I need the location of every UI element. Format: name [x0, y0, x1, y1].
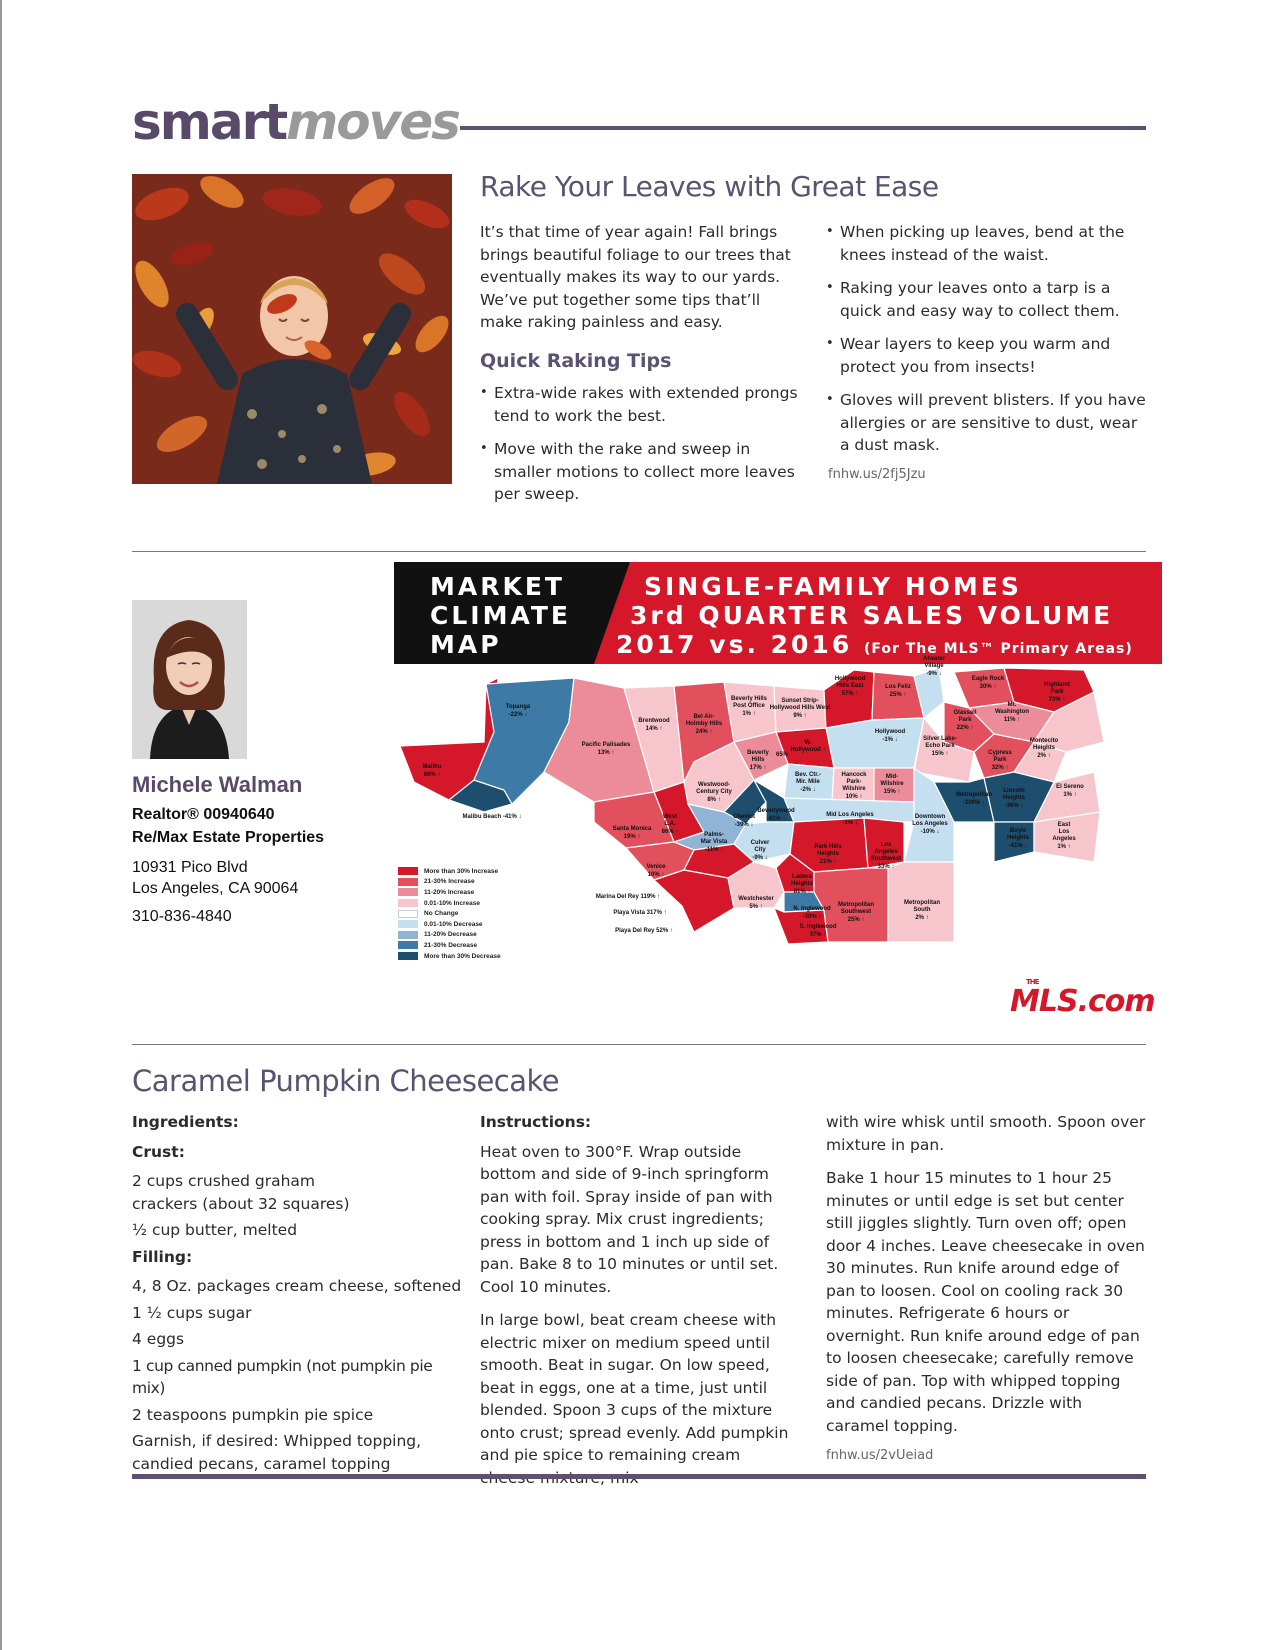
tip-item: • Wear layers to keep you warm and protect you from insects! [826, 333, 1146, 378]
svg-text:W.: W. [804, 740, 812, 746]
svg-text:Echo Park: Echo Park [925, 743, 955, 749]
agent-company: Re/Max Estate Properties [132, 829, 325, 846]
ingredients-heading: Ingredients: [132, 1113, 239, 1131]
svg-text:-9% ↓: -9% ↓ [752, 855, 768, 861]
svg-text:-9% ↓: -9% ↓ [926, 671, 942, 677]
svg-text:Holmby Hills: Holmby Hills [685, 721, 723, 727]
svg-text:-1% ↓: -1% ↓ [882, 737, 898, 743]
svg-text:Los: Los [1058, 829, 1070, 835]
svg-text:22% ↑: 22% ↑ [956, 725, 974, 731]
legend-swatch [398, 867, 418, 875]
legend-item [398, 877, 501, 888]
svg-text:Mar Vista: Mar Vista [700, 839, 728, 845]
logo-part-smart: smart [132, 93, 287, 151]
svg-text:Mid-: Mid- [885, 774, 899, 780]
svg-text:Atwater: Atwater [922, 656, 946, 662]
svg-text:Los Feliz: Los Feliz [885, 684, 911, 690]
legend-label: 11-20% Decrease [424, 931, 477, 939]
svg-text:Park: Park [993, 757, 1007, 763]
svg-text:Topanga: Topanga [505, 704, 531, 710]
legend-item [398, 951, 501, 962]
svg-text:Hollywood ↑: Hollywood ↑ [790, 747, 826, 753]
svg-text:Westwood-: Westwood- [698, 782, 730, 788]
legend-item [398, 898, 501, 909]
svg-text:Park: Park [958, 717, 972, 723]
legend-item [398, 930, 501, 941]
legend-label: 21-30% Increase [424, 878, 475, 886]
instruction-paragraph: Heat oven to 300°F. Wrap outside bottom and side of 9-inch springform pan with foil. Spray inside of pan with cooking spray. Mix crust ingredients; press in bottom and 1 inch up side of pan. Bake 8 to 10 minutes or until set. Cool 10 minutes. [480, 1142, 779, 1296]
filling-item: 1 cup canned pumpkin (not pumpkin pie mix) [132, 1356, 433, 1397]
legend-item [398, 866, 501, 877]
instruction-paragraph: In large bowl, beat cream cheese with electric mixer on medium speed until smooth. Beat in sugar. On low speed, beat in eggs, one at a time, just until blended. Spoon 3 cups of the mixture onto crust; spread evenly. Add pumpkin and pie spice to remaining cream [480, 1311, 789, 1464]
svg-text:-10% ↓: -10% ↓ [920, 829, 940, 835]
svg-text:Malibu Beach -41% ↓: Malibu Beach -41% ↓ [462, 814, 522, 820]
svg-text:Mt.: Mt. [1007, 702, 1017, 708]
svg-text:Park Hills: Park Hills [814, 844, 842, 850]
svg-text:El Sereno: El Sereno [1056, 784, 1084, 790]
svg-text:West: West [662, 814, 678, 820]
svg-text:2% ↑: 2% ↑ [915, 915, 929, 921]
agent-license: Realtor® 00940640 [132, 806, 275, 823]
filling-item: 4 eggs [132, 1330, 185, 1348]
svg-text:Los Angeles: Los Angeles [912, 821, 948, 827]
legend-swatch [398, 920, 418, 928]
smart-moves-logo [132, 92, 459, 152]
svg-text:S. Inglewood: S. Inglewood [799, 924, 837, 930]
svg-text:15% ↑: 15% ↑ [931, 751, 949, 757]
svg-text:Park-: Park- [846, 779, 862, 785]
legend-label: More than 30% Decrease [424, 952, 501, 960]
svg-text:-41% ↓: -41% ↓ [766, 816, 786, 822]
instruction-paragraph: with wire whisk until smooth. Spoon over mixture in pan. [826, 1113, 1146, 1154]
svg-text:N. Inglewood: N. Inglewood [793, 906, 831, 912]
legend-swatch [398, 899, 418, 907]
article-source-link[interactable]: fnhw.us/2fj5Jzu [828, 467, 926, 482]
legend-item [398, 919, 501, 930]
svg-text:11% ↑: 11% ↑ [1003, 717, 1021, 723]
mls-logo-text: MLS.com [1010, 984, 1155, 1019]
svg-text:Hills: Hills [751, 757, 765, 763]
svg-text:1% ↑: 1% ↑ [1063, 792, 1077, 798]
legend-swatch [398, 878, 418, 886]
banner-right-line2: 3rd QUARTER SALES VOLUME [630, 601, 1114, 630]
svg-text:South: South [913, 907, 931, 913]
svg-text:Heights: Heights [790, 881, 814, 887]
svg-text:2% ↑: 2% ↑ [1037, 753, 1051, 759]
svg-text:30% ↑: 30% ↑ [979, 684, 997, 690]
svg-text:Palms-: Palms- [704, 832, 724, 838]
agent-photo [132, 600, 247, 759]
tips-list-left [480, 382, 805, 517]
svg-text:Eagle Rock: Eagle Rock [971, 676, 1005, 682]
crust-item: ½ cup butter, melted [132, 1221, 298, 1239]
svg-text:-1% ↓: -1% ↓ [842, 820, 858, 826]
svg-text:73% ↑: 73% ↑ [1048, 697, 1066, 703]
svg-text:Brentwood: Brentwood [638, 718, 670, 724]
svg-text:Hollywood Hills West: Hollywood Hills West [769, 705, 831, 711]
svg-text:-39% ↓: -39% ↓ [734, 822, 754, 828]
svg-text:Heights: Heights [1002, 795, 1026, 801]
svg-text:Southwest: Southwest [870, 856, 902, 862]
legend-swatch [398, 910, 418, 918]
filling-item: 4, 8 Oz. packages cream cheese, softened [132, 1277, 462, 1295]
agent-name: Michele Walman [132, 772, 303, 797]
recipe-instructions-continued [826, 1111, 1146, 1468]
crust-heading: Crust: [132, 1142, 185, 1161]
svg-text:L.A.: L.A. [664, 821, 676, 827]
svg-text:-2% ↓: -2% ↓ [800, 787, 816, 793]
banner-left-line3: MAP [430, 630, 502, 659]
svg-text:81% ↑: 81% ↑ [793, 889, 811, 895]
filling-item: Garnish, if desired: Whipped topping, candied pecans, caramel topping [132, 1432, 422, 1473]
svg-text:Glassell: Glassell [953, 710, 977, 716]
svg-text:1% ↑: 1% ↑ [1057, 844, 1071, 850]
filling-heading: Filling: [132, 1247, 193, 1266]
svg-text:Culver: Culver [750, 840, 770, 846]
tip-item: • Move with the rake and sweep in smaller motions to collect more leaves per sweep. [480, 438, 805, 506]
svg-text:Downtown: Downtown [914, 814, 946, 820]
svg-text:25% ↑: 25% ↑ [889, 692, 907, 698]
crust-item: 2 cups crushed graham crackers (about 32 squares) [132, 1172, 350, 1213]
recipe-source-link[interactable]: fnhw.us/2vUeiad [826, 1448, 934, 1463]
svg-text:Metropolitan: Metropolitan [838, 902, 874, 908]
svg-text:Mir. Mile: Mir. Mile [796, 779, 820, 785]
map-legend [398, 866, 501, 961]
svg-text:57% ↑: 57% ↑ [841, 691, 859, 697]
svg-text:Hancock: Hancock [841, 772, 867, 778]
svg-text:Sunset Strip-: Sunset Strip- [781, 698, 819, 704]
page-border [0, 0, 2, 1650]
svg-text:Park: Park [1050, 689, 1064, 695]
banner-left-line2: CLIMATE [430, 601, 571, 630]
svg-text:Village: Village [924, 663, 944, 669]
recipe-title: Caramel Pumpkin Cheesecake [132, 1064, 560, 1098]
svg-text:21% ↑: 21% ↑ [819, 859, 837, 865]
tip-item: • Extra-wide rakes with extended prongs tend to work the best. [480, 382, 805, 427]
svg-text:-11% ↓: -11% ↓ [704, 847, 724, 853]
svg-text:37% ↑: 37% ↑ [809, 932, 827, 938]
article-intro: It’s that time of year again! Fall brings brings beautiful foliage to our trees that eventually makes its way to our yards. We’ve put together some tips that’ll make raking painless and easy. [480, 223, 791, 331]
agent-phone[interactable]: 310-836-4840 [132, 908, 232, 925]
svg-text:Wilshire: Wilshire [880, 781, 904, 787]
svg-text:Washington: Washington [994, 709, 1030, 715]
svg-text:Beverly: Beverly [747, 750, 769, 756]
svg-text:9% ↑: 9% ↑ [793, 713, 807, 719]
legend-label: More than 30% Increase [424, 867, 499, 875]
svg-text:33% ↑: 33% ↑ [877, 864, 895, 870]
svg-text:Hills East: Hills East [836, 683, 864, 689]
svg-text:Venice: Venice [646, 864, 666, 870]
article-title: Rake Your Leaves with Great Ease [480, 170, 939, 203]
svg-text:14% ↑: 14% ↑ [645, 726, 663, 732]
svg-text:Beverly Hills: Beverly Hills [730, 696, 768, 702]
svg-text:17% ↑: 17% ↑ [749, 765, 767, 771]
instruction-paragraph: Bake 1 hour 15 minutes to 1 hour 25 minutes or until edge is set but center still jiggles slightly. Turn oven off; open door 4 inches. Leave cheesecake in oven 30 minutes. Run knife around edge of pan to loosen. Cool on cooling rack 30 minutes. Refrigerate 6 hours or overnight. Run knife around edge of pan to loosen cheesecake; carefully remove side of pan. Top with whipped topping and candied pecans. Drizzle with caramel topping. [826, 1169, 1145, 1435]
logo-part-moves: moves [286, 93, 459, 151]
svg-text:Lincoln: Lincoln [1003, 788, 1025, 794]
svg-text:Highland: Highland [1044, 682, 1070, 688]
market-climate-banner [394, 562, 1162, 664]
legend-swatch [398, 941, 418, 949]
legend-label: 0.01-10% Increase [424, 899, 481, 907]
the-mls-logo [1010, 978, 1155, 1019]
leaves-child-photo [132, 174, 452, 484]
legend-item [398, 908, 501, 919]
svg-text:Century City: Century City [696, 789, 732, 795]
banner-left-line1: MARKET [430, 572, 565, 601]
legend-swatch [398, 952, 418, 960]
svg-text:65%: 65% [775, 752, 789, 758]
svg-text:Hollywood: Hollywood [874, 729, 906, 735]
svg-text:Metropolitan: Metropolitan [904, 900, 940, 906]
tip-item: • Gloves will prevent blisters. If you have allergies or are sensitive to dust, wear a dust mask. [826, 389, 1146, 457]
svg-text:86% ↑: 86% ↑ [661, 829, 679, 835]
svg-text:Bel Air-: Bel Air- [693, 714, 715, 720]
instructions-heading: Instructions: [480, 1113, 592, 1131]
svg-text:Heights: Heights [1006, 835, 1030, 841]
tip-item: • When picking up leaves, bend at the knees instead of the waist. [826, 221, 1146, 266]
svg-text:8% ↑: 8% ↑ [707, 797, 721, 803]
svg-text:-41% ↓: -41% ↓ [1008, 843, 1028, 849]
legend-label: 0.01-10% Decrease [424, 920, 483, 928]
section-divider-2 [132, 1044, 1146, 1045]
svg-text:68% ↑: 68% ↑ [423, 772, 441, 778]
tips-list-right [826, 221, 1146, 468]
svg-text:Malibu: Malibu [422, 764, 442, 770]
svg-text:Southwest: Southwest [840, 909, 872, 915]
svg-text:Angeles: Angeles [1052, 836, 1076, 842]
filling-item: 2 teaspoons pumpkin pie spice [132, 1405, 374, 1424]
legend-item [398, 940, 501, 951]
svg-text:Westchester: Westchester [738, 896, 774, 902]
svg-text:10% ↑: 10% ↑ [647, 872, 665, 878]
footer-rule [132, 1474, 1146, 1479]
svg-text:-100% ↓: -100% ↓ [962, 800, 986, 806]
svg-text:City: City [754, 847, 766, 853]
svg-text:13% ↑: 13% ↑ [597, 750, 615, 756]
legend-label: 11-20% Increase [424, 888, 475, 896]
svg-text:Playa Del Rey 52% ↑: Playa Del Rey 52% ↑ [615, 928, 673, 934]
market-climate-map [394, 656, 1162, 992]
svg-text:Metropolitan: Metropolitan [956, 792, 992, 798]
banner-right-line1: SINGLE-FAMILY HOMES [644, 572, 1022, 601]
svg-text:Boyle: Boyle [1009, 828, 1027, 834]
svg-text:1% ↑: 1% ↑ [742, 711, 756, 717]
svg-text:Post Office: Post Office [733, 703, 765, 709]
legend-swatch [398, 888, 418, 896]
svg-text:Pacific Palisades: Pacific Palisades [581, 742, 631, 748]
svg-text:Silver Lake-: Silver Lake- [923, 736, 957, 742]
agent-address-line1: 10931 Pico Blvd [132, 859, 248, 876]
legend-swatch [398, 931, 418, 939]
svg-text:10% ↑: 10% ↑ [845, 794, 863, 800]
filling-item: 1 ½ cups sugar [132, 1303, 252, 1322]
svg-text:Ladera: Ladera [792, 874, 812, 880]
banner-right-line3: 2017 vs. 2016 [616, 630, 853, 659]
svg-text:Wilshire: Wilshire [842, 786, 866, 792]
svg-text:Heights: Heights [816, 851, 840, 857]
svg-text:5% ↑: 5% ↑ [749, 904, 763, 910]
recipe-instructions-column [480, 1111, 798, 1493]
banner-right-line3-note: (For The MLS™ Primary Areas) [863, 641, 1133, 657]
legend-item [398, 887, 501, 898]
svg-text:Santa Monica: Santa Monica [612, 826, 652, 832]
svg-text:Beverlywood: Beverlywood [757, 808, 795, 814]
svg-text:24% ↑: 24% ↑ [695, 729, 713, 735]
recipe-ingredients-column [132, 1111, 462, 1479]
svg-text:-30% ↓: -30% ↓ [802, 914, 822, 920]
header-rule [460, 126, 1146, 130]
svg-text:15% ↑: 15% ↑ [883, 789, 901, 795]
svg-text:Playa Vista 317% ↑: Playa Vista 317% ↑ [613, 910, 667, 916]
svg-text:East: East [1057, 822, 1071, 828]
svg-text:Heights: Heights [1032, 745, 1056, 751]
svg-text:Marina Del Rey 119% ↑: Marina Del Rey 119% ↑ [595, 894, 661, 900]
svg-text:32% ↑: 32% ↑ [991, 765, 1009, 771]
svg-text:-36% ↓: -36% ↓ [1004, 803, 1024, 809]
svg-text:Angeles: Angeles [874, 849, 898, 855]
mls-logo-the: THE [1026, 978, 1039, 986]
svg-text:Cheviot: Cheviot [732, 814, 756, 820]
svg-text:Mid Los Angeles: Mid Los Angeles [826, 812, 874, 818]
section-divider-1 [132, 551, 1146, 552]
svg-text:25% ↑: 25% ↑ [847, 917, 865, 923]
svg-text:Hollywood: Hollywood [834, 676, 866, 682]
tip-item: • Raking your leaves onto a tarp is a quick and easy way to collect them. [826, 277, 1146, 322]
raking-tips-subheading: Quick Raking Tips [480, 350, 672, 372]
svg-text:Bev. Ctr.-: Bev. Ctr.- [795, 772, 821, 778]
svg-text:Montecito: Montecito [1029, 738, 1059, 744]
svg-text:-22% ↓: -22% ↓ [508, 712, 528, 718]
agent-address-line2: Los Angeles, CA 90064 [132, 880, 299, 897]
svg-text:Cypress: Cypress [988, 750, 1012, 756]
svg-text:Los: Los [880, 842, 892, 848]
legend-label: No Change [424, 910, 459, 918]
legend-label: 21-30% Decrease [424, 941, 478, 949]
svg-text:19% ↑: 19% ↑ [623, 834, 641, 840]
